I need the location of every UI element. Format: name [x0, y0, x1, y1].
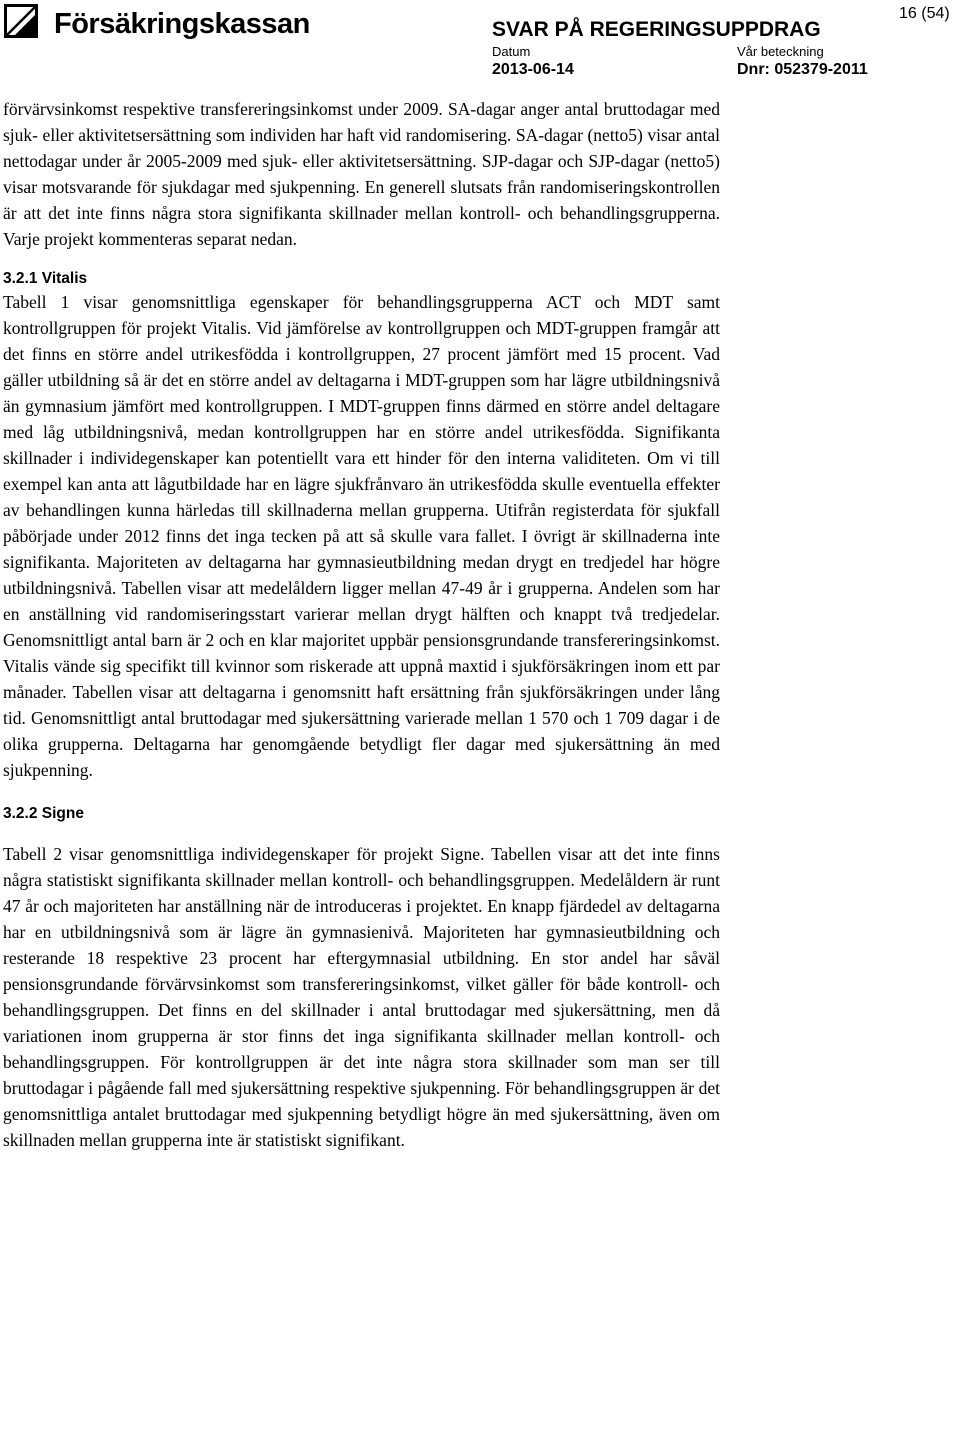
date-label: Datum: [492, 44, 531, 59]
page-header: [0, 0, 960, 85]
section-heading-signe: 3.2.2 Signe: [3, 805, 84, 822]
document-body: [3, 96, 720, 1153]
date-value: 2013-06-14: [492, 61, 574, 78]
section-heading-vitalis: 3.2.1 Vitalis: [3, 270, 88, 287]
reference-value: Dnr: 052379-2011: [737, 61, 868, 78]
page-number: 16 (54): [899, 5, 950, 22]
reference-label: Vår beteckning: [737, 44, 824, 59]
section-paragraph-signe: Tabell 2 visar genomsnittliga individegenskaper för projekt Signe. Tabellen visar att det inte finns några statistiskt signifikanta skillnader mellan kontroll- och behandlingsgruppen. Medelåldern är runt 47 år och majoriteten har anställning när de introduceras i projektet. En knapp fjärdedel av deltagarna har en utbildningsnivå som är lägre än gymnasienivå. Majoriteten har gymnasieutbildning och resterande 18 respektive 23 procent har eftergymnasial utbildning. En stor andel har såväl pensionsgrundande förvärvsinkomst som transfereringsinkomst, vilket gäller för både kontroll- och behandlingsgruppen. Det finns en del skillnader i antal bruttodagar med sjukersättning, men då variationen inom grupperna är stor finns det inga signifikanta skillnader mellan kontroll- och behandlingsgruppen. För kontrollgruppen är det inte några stora skillnader som man ser till bruttodagar i pågående fall med sjukersättning respektive sjukpenning. För behandlingsgruppen är det genomsnittliga antalet bruttodagar med sjukpenning betydligt högre än med sjukersättning, även om skillnaden mellan grupperna inte är statistiskt signifikant.: [3, 844, 720, 1150]
logo-mark-icon: [4, 4, 38, 38]
logo-text: Försäkringskassan: [54, 8, 310, 40]
document-type: SVAR PÅ REGERINGSUPPDRAG: [492, 18, 821, 41]
section-paragraph-vitalis: Tabell 1 visar genomsnittliga egenskaper för behandlingsgrupperna ACT och MDT samt kontrollgruppen för projekt Vitalis. Vid jämförelse av kontrollgruppen och MDT-gruppen framgår att det finns en större andel utrikesfödda i kontrollgruppen, 27 procent jämfört med 15 procent. Vad gäller utbildning så är det en större andel av deltagarna i MDT-gruppen som har lägre utbildningsnivå än gymnasium jämfört med kontrollgruppen. I MDT-gruppen finns därmed en större andel deltagare med låg utbildningsnivå, medan kontrollgruppen har en större andel utrikesfödda. Signifikanta skillnader i individegenskaper kan potentiellt vara ett hinder för den interna validiteten. Om vi till exempel kan anta att lågutbildade har en lägre sjukfrånvaro än utrikesfödda skulle eventuella effekter av behandlingen kunna härledas till skillnaderna mellan grupperna. Utifrån registerdata för sjukfall påbörjade under 2012 finns det inga tecken på att så skulle vara fallet. I övrigt är skillnaderna inte signifikanta. Majoriteten av deltagarna har gymnasieutbildning medan drygt en tredjedel har högre utbildningsnivå. Tabellen visar att medelåldern ligger mellan 47-49 år i grupperna. Andelen som har en anställning vid randomiseringsstart varierar mellan drygt hälften och knappt två tredjedelar. Genomsnittligt antal barn är 2 och en klar majoritet uppbär pensionsgrundande transfereringsinkomst. Vitalis vände sig specifikt till kvinnor som riskerade att uppnå maxtid i sjukförsäkringen inom ett par månader. Tabellen visar att deltagarna i genomsnitt haft ersättning från sjukförsäkringen under lång tid. Genomsnittligt antal bruttodagar med sjukersättning varierade mellan 1 570 och 1 709 dagar i de olika grupperna. Deltagarna har genomgående betydligt fler dagar med sjukersättning än med sjukpenning.: [3, 292, 720, 780]
intro-paragraph: förvärvsinkomst respektive transfereringsinkomst under 2009. SA-dagar anger antal bruttodagar med sjuk- eller aktivitetsersättning som individen har haft vid randomisering. SA-dagar (netto5) visar antal nettodagar under år 2005-2009 med sjuk- eller aktivitetsersättning. SJP-dagar och SJP-dagar (netto5) visar motsvarande för sjukdagar med sjukpenning. En generell slutsats från randomiseringskontrollen är att det inte finns några stora signifikanta skillnader mellan kontroll- och behandlingsgrupperna. Varje projekt kommenteras separat nedan.: [3, 99, 720, 249]
logo: [4, 4, 334, 44]
